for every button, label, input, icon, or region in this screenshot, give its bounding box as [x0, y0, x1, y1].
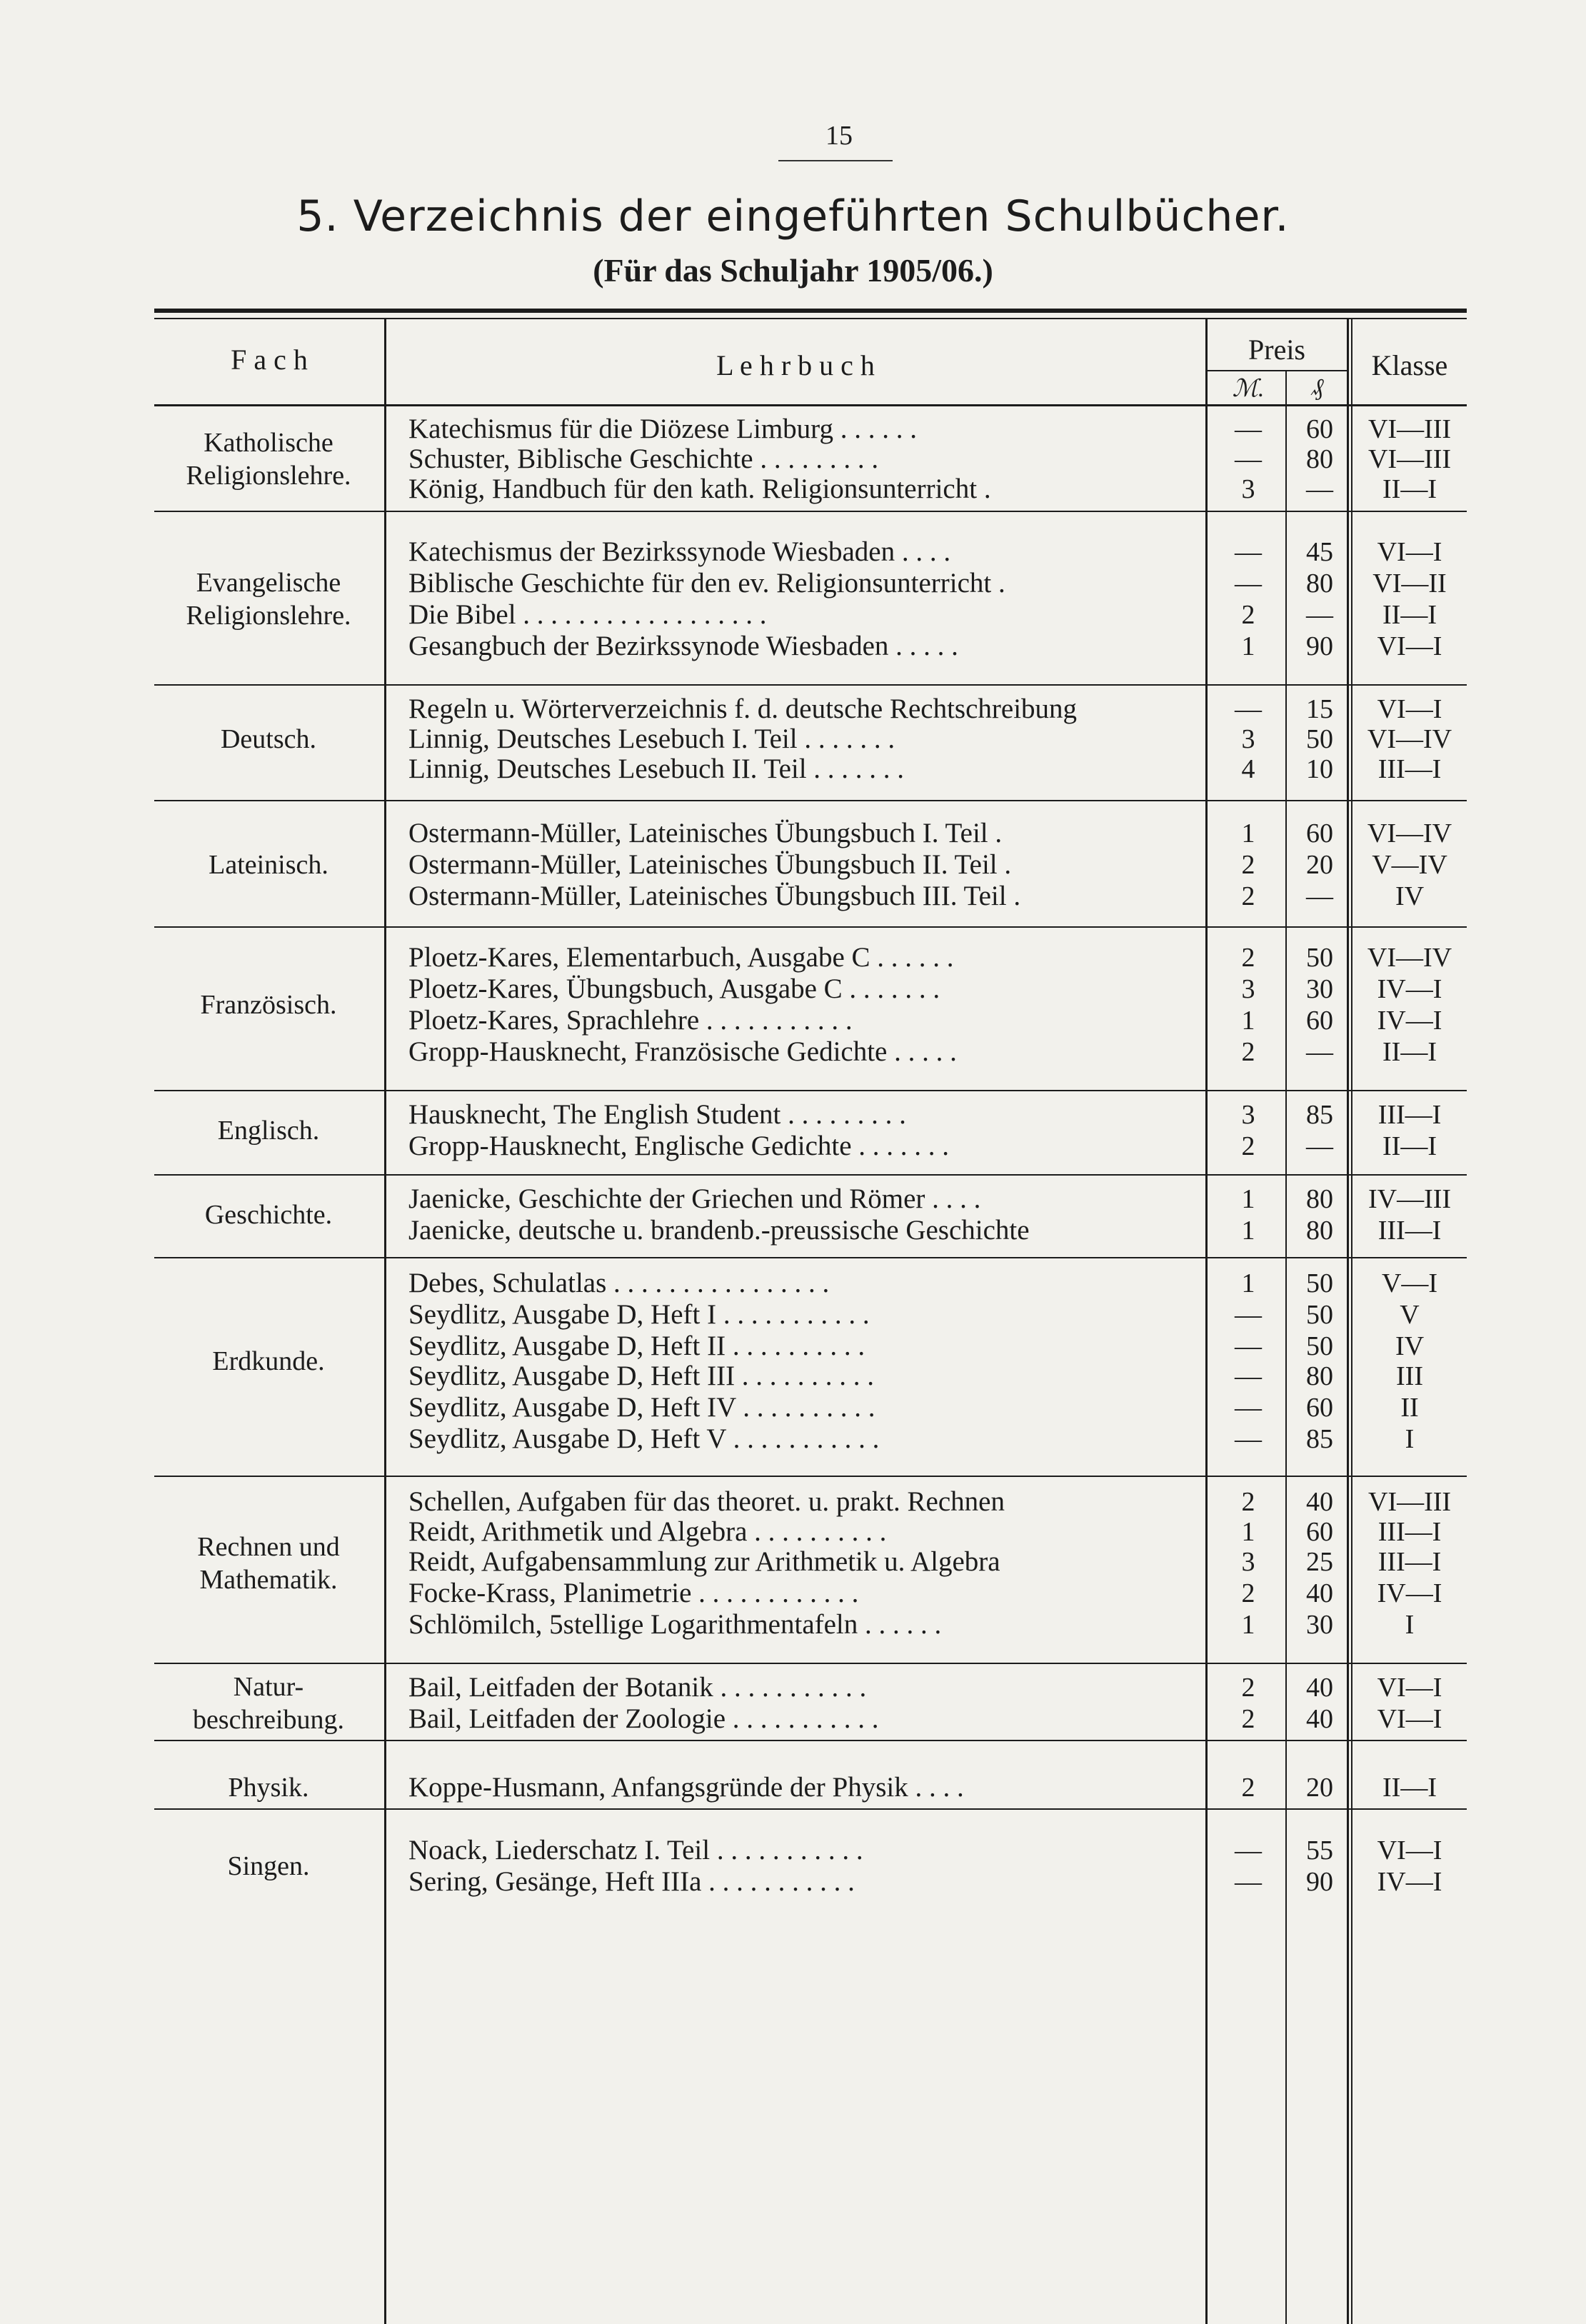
- price-mark: 3: [1241, 474, 1255, 504]
- book-title: Jaenicke, Geschichte der Griechen und Römer . . . .: [408, 1184, 981, 1214]
- klasse-value: VI—IV: [1367, 724, 1452, 754]
- price-pfennig: 50: [1306, 1268, 1333, 1298]
- price-mark: 1: [1241, 1517, 1255, 1547]
- klasse-value: I: [1405, 1610, 1415, 1640]
- book-title: Bail, Leitfaden der Botanik . . . . . . . . . . .: [408, 1673, 867, 1703]
- price-mark: —: [1235, 1867, 1262, 1897]
- klasse-value: VI—II: [1372, 569, 1447, 598]
- price-pfennig: 50: [1306, 724, 1333, 754]
- price-pfennig: 80: [1306, 1216, 1333, 1246]
- book-title: Ostermann-Müller, Lateinisches Übungsbuch III. Teil .: [408, 881, 1021, 911]
- price-mark: 2: [1241, 943, 1255, 973]
- klasse-value: II: [1400, 1393, 1419, 1423]
- price-mark: 2: [1241, 1487, 1255, 1517]
- group-separator: [154, 684, 1467, 686]
- book-title: König, Handbuch für den kath. Religionsunterricht .: [408, 474, 991, 504]
- price-pfennig: 50: [1306, 943, 1333, 973]
- klasse-value: IV—I: [1377, 1867, 1442, 1897]
- header-lehrbuch: L e h r b u c h: [716, 349, 875, 381]
- klasse-value: III—I: [1377, 754, 1442, 784]
- price-pfennig: —: [1306, 600, 1333, 630]
- klasse-value: VI—III: [1367, 444, 1452, 474]
- price-pfennig: —: [1306, 881, 1333, 911]
- price-pfennig: 85: [1306, 1424, 1333, 1454]
- book-title: Gropp-Hausknecht, Französische Gedichte . . . . .: [408, 1037, 957, 1067]
- subject-label: Physik.: [228, 1773, 309, 1803]
- page-number: 15: [825, 121, 853, 151]
- price-mark: 1: [1241, 1184, 1255, 1214]
- price-pfennig: 90: [1306, 1867, 1333, 1897]
- book-title: Biblische Geschichte für den ev. Religionsunterricht .: [408, 569, 1005, 598]
- subject-label: Geschichte.: [204, 1200, 333, 1230]
- group-separator: [154, 1257, 1467, 1258]
- header-mark: ℳ.: [1232, 376, 1265, 402]
- group-separator: [154, 1090, 1467, 1091]
- price-pfennig: —: [1306, 474, 1333, 504]
- klasse-value: VI—III: [1367, 1487, 1452, 1517]
- klasse-value: VI—IV: [1367, 943, 1452, 973]
- klasse-value: III—I: [1377, 1517, 1442, 1547]
- group-separator: [154, 1740, 1467, 1741]
- book-title: Seydlitz, Ausgabe D, Heft IV . . . . . . . . . .: [408, 1393, 875, 1423]
- price-mark: —: [1235, 537, 1262, 567]
- page-number-rule: [778, 160, 893, 161]
- price-mark: —: [1235, 569, 1262, 598]
- header-preis: Preis: [1248, 334, 1305, 366]
- subject-label: Englisch.: [217, 1116, 320, 1146]
- book-title: Ostermann-Müller, Lateinisches Übungsbuch I. Teil .: [408, 818, 1003, 848]
- price-mark: 1: [1241, 1268, 1255, 1298]
- subject-label: Deutsch.: [220, 724, 317, 754]
- price-mark: —: [1235, 414, 1262, 444]
- column-divider-mark: [1285, 370, 1287, 2324]
- price-pfennig: 30: [1306, 974, 1333, 1004]
- subject-label: Katholische: [204, 428, 333, 458]
- price-pfennig: 40: [1306, 1704, 1333, 1734]
- price-mark: 2: [1241, 1704, 1255, 1734]
- price-pfennig: 60: [1306, 1393, 1333, 1423]
- klasse-value: III—I: [1377, 1100, 1442, 1130]
- page-subtitle: (Für das Schuljahr 1905/06.): [593, 252, 993, 289]
- price-pfennig: 60: [1306, 1517, 1333, 1547]
- klasse-value: V—IV: [1372, 850, 1447, 880]
- book-title: Debes, Schulatlas . . . . . . . . . . . . . . . .: [408, 1268, 830, 1298]
- price-pfennig: 25: [1306, 1547, 1333, 1577]
- price-mark: —: [1235, 1393, 1262, 1423]
- klasse-value: IV—I: [1377, 1578, 1442, 1608]
- price-mark: —: [1235, 1835, 1262, 1865]
- header-pfennig: ₰: [1311, 374, 1324, 401]
- klasse-value: IV—III: [1367, 1184, 1452, 1214]
- subject-label: Erdkunde.: [212, 1346, 325, 1376]
- klasse-value: VI—I: [1377, 1704, 1442, 1734]
- subject-label: Religionslehre.: [186, 461, 351, 491]
- price-mark: 2: [1241, 881, 1255, 911]
- column-divider-subject: [384, 319, 386, 2324]
- klasse-value: VI—I: [1377, 1673, 1442, 1703]
- group-separator: [154, 1476, 1467, 1477]
- book-title: Linnig, Deutsches Lesebuch II. Teil . . . . . . .: [408, 754, 905, 784]
- klasse-value: II—I: [1382, 1131, 1437, 1161]
- book-title: Seydlitz, Ausgabe D, Heft V . . . . . . . . . . .: [408, 1424, 880, 1454]
- table-top-rule: [154, 309, 1467, 313]
- price-pfennig: 55: [1306, 1835, 1333, 1865]
- price-mark: 2: [1241, 1673, 1255, 1703]
- book-title: Katechismus der Bezirkssynode Wiesbaden . . . .: [408, 537, 951, 567]
- price-mark: 2: [1241, 600, 1255, 630]
- book-title: Die Bibel . . . . . . . . . . . . . . . . . .: [408, 600, 767, 630]
- price-mark: 1: [1241, 818, 1255, 848]
- subject-label: beschreibung.: [192, 1705, 345, 1735]
- price-pfennig: 85: [1306, 1100, 1333, 1130]
- book-title: Gropp-Hausknecht, Englische Gedichte . . . . . . .: [408, 1131, 950, 1161]
- price-pfennig: 50: [1306, 1300, 1333, 1330]
- subject-label: Religionslehre.: [186, 601, 351, 631]
- klasse-value: VI—I: [1377, 537, 1442, 567]
- book-title: Seydlitz, Ausgabe D, Heft III . . . . . . . . . .: [408, 1361, 875, 1391]
- klasse-value: V: [1400, 1300, 1420, 1330]
- price-mark: 3: [1241, 724, 1255, 754]
- price-mark: —: [1235, 444, 1262, 474]
- column-divider-book: [1205, 319, 1208, 2324]
- book-title: Bail, Leitfaden der Zoologie . . . . . . . . . . .: [408, 1704, 879, 1734]
- price-mark: 2: [1241, 1131, 1255, 1161]
- price-mark: 2: [1241, 1037, 1255, 1067]
- book-title: Reidt, Arithmetik und Algebra . . . . . . . . . .: [408, 1517, 887, 1547]
- price-pfennig: 50: [1306, 1331, 1333, 1361]
- book-title: Katechismus für die Diözese Limburg . . . . . .: [408, 414, 917, 444]
- price-mark: 1: [1241, 1216, 1255, 1246]
- price-mark: 3: [1241, 1547, 1255, 1577]
- price-pfennig: 30: [1306, 1610, 1333, 1640]
- price-mark: 2: [1241, 1773, 1255, 1803]
- price-mark: 2: [1241, 850, 1255, 880]
- price-mark: —: [1235, 694, 1262, 724]
- price-pfennig: 40: [1306, 1673, 1333, 1703]
- price-pfennig: 80: [1306, 569, 1333, 598]
- book-title: Schellen, Aufgaben für das theoret. u. prakt. Rechnen: [408, 1487, 1005, 1517]
- book-title: Sering, Gesänge, Heft IIIa . . . . . . . . . . .: [408, 1867, 855, 1897]
- price-mark: 1: [1241, 1006, 1255, 1036]
- subject-label: Lateinisch.: [209, 850, 328, 880]
- price-mark: —: [1235, 1300, 1262, 1330]
- price-mark: —: [1235, 1331, 1262, 1361]
- klasse-value: VI—IV: [1367, 818, 1452, 848]
- price-pfennig: 60: [1306, 818, 1333, 848]
- price-mark: 2: [1241, 1578, 1255, 1608]
- klasse-value: III: [1396, 1361, 1423, 1391]
- klasse-value: II—I: [1382, 600, 1437, 630]
- group-separator: [154, 800, 1467, 801]
- price-pfennig: —: [1306, 1131, 1333, 1161]
- klasse-value: II—I: [1382, 1037, 1437, 1067]
- book-title: Koppe-Husmann, Anfangsgründe der Physik . . . .: [408, 1773, 964, 1803]
- header-bottom-rule: [154, 404, 1467, 406]
- price-mark: 3: [1241, 1100, 1255, 1130]
- subject-label: Singen.: [227, 1851, 310, 1881]
- klasse-value: VI—I: [1377, 694, 1442, 724]
- price-pfennig: 20: [1306, 1773, 1333, 1803]
- price-pfennig: 60: [1306, 414, 1333, 444]
- klasse-value: VI—I: [1377, 631, 1442, 661]
- page-title: 5. Verzeichnis der eingeführten Schulbücher.: [296, 191, 1290, 241]
- price-pfennig: 60: [1306, 1006, 1333, 1036]
- price-pfennig: 20: [1306, 850, 1333, 880]
- price-mark: 3: [1241, 974, 1255, 1004]
- price-pfennig: 80: [1306, 444, 1333, 474]
- book-title: Jaenicke, deutsche u. brandenb.-preussische Geschichte: [408, 1216, 1030, 1246]
- book-title: Seydlitz, Ausgabe D, Heft II . . . . . . . . . .: [408, 1331, 865, 1361]
- price-pfennig: 80: [1306, 1361, 1333, 1391]
- klasse-value: II—I: [1382, 474, 1437, 504]
- book-title: Ploetz-Kares, Übungsbuch, Ausgabe C . . . . . . .: [408, 974, 940, 1004]
- book-title: Ploetz-Kares, Elementarbuch, Ausgabe C . . . . . .: [408, 943, 954, 973]
- price-pfennig: 90: [1306, 631, 1333, 661]
- klasse-value: I: [1405, 1424, 1415, 1454]
- price-pfennig: —: [1306, 1037, 1333, 1067]
- price-pfennig: 40: [1306, 1578, 1333, 1608]
- subject-label: Natur-: [233, 1672, 304, 1702]
- book-title: Reidt, Aufgabensammlung zur Arithmetik u. Algebra: [408, 1547, 1000, 1577]
- book-title: Noack, Liederschatz I. Teil . . . . . . . . . . .: [408, 1835, 863, 1865]
- klasse-value: VI—I: [1377, 1835, 1442, 1865]
- book-title: Regeln u. Wörterverzeichnis f. d. deutsche Rechtschreibung: [408, 694, 1078, 724]
- book-title: Linnig, Deutsches Lesebuch I. Teil . . . . . . .: [408, 724, 895, 754]
- book-title: Focke-Krass, Planimetrie . . . . . . . . . . . .: [408, 1578, 859, 1608]
- book-title: Seydlitz, Ausgabe D, Heft I . . . . . . . . . . .: [408, 1300, 870, 1330]
- group-separator: [154, 1174, 1467, 1176]
- book-title: Hausknecht, The English Student . . . . . . . . .: [408, 1100, 906, 1130]
- group-separator: [154, 1808, 1467, 1810]
- group-separator: [154, 926, 1467, 928]
- klasse-value: II—I: [1382, 1773, 1437, 1803]
- klasse-value: IV: [1395, 1331, 1425, 1361]
- price-mark: —: [1235, 1361, 1262, 1391]
- price-mark: —: [1235, 1424, 1262, 1454]
- klasse-value: III—I: [1377, 1547, 1442, 1577]
- klasse-value: VI—III: [1367, 414, 1452, 444]
- price-mark: 1: [1241, 631, 1255, 661]
- subject-label: Mathematik.: [199, 1565, 338, 1595]
- price-mark: 4: [1241, 754, 1255, 784]
- klasse-value: IV—I: [1377, 974, 1442, 1004]
- klasse-value: IV: [1395, 881, 1425, 911]
- klasse-value: IV—I: [1377, 1006, 1442, 1036]
- price-pfennig: 80: [1306, 1184, 1333, 1214]
- subject-label: Französisch.: [200, 990, 337, 1020]
- header-fach: F a c h: [231, 344, 308, 376]
- klasse-value: V—I: [1381, 1268, 1438, 1298]
- price-pfennig: 15: [1306, 694, 1333, 724]
- price-pfennig: 40: [1306, 1487, 1333, 1517]
- subject-label: Evangelische: [196, 568, 341, 598]
- book-title: Schlömilch, 5stellige Logarithmentafeln . . . . . .: [408, 1610, 942, 1640]
- table-top-rule-thin: [154, 318, 1467, 319]
- group-separator: [154, 511, 1467, 512]
- klasse-value: III—I: [1377, 1216, 1442, 1246]
- book-title: Gesangbuch der Bezirkssynode Wiesbaden . . . . .: [408, 631, 958, 661]
- book-title: Schuster, Biblische Geschichte . . . . . . . . .: [408, 444, 879, 474]
- book-title: Ostermann-Müller, Lateinisches Übungsbuch II. Teil .: [408, 850, 1012, 880]
- price-pfennig: 10: [1306, 754, 1333, 784]
- group-separator: [154, 1663, 1467, 1664]
- header-klasse: Klasse: [1371, 349, 1448, 381]
- price-mark: 1: [1241, 1610, 1255, 1640]
- price-pfennig: 45: [1306, 537, 1333, 567]
- preis-sub-rule: [1207, 370, 1347, 371]
- subject-label: Rechnen und: [197, 1532, 340, 1562]
- book-title: Ploetz-Kares, Sprachlehre . . . . . . . . . . .: [408, 1006, 853, 1036]
